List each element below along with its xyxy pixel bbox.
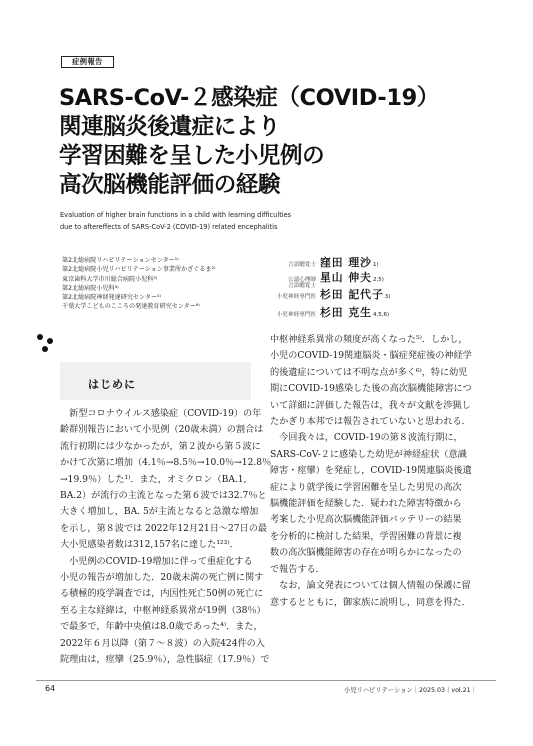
body-line: 的後遺症については不明な点が多く⁶⁾，特に幼児 — [270, 367, 468, 378]
author-role — [260, 312, 320, 318]
author-entry — [260, 255, 480, 270]
body-line: を示し，第８波では 2022年12月21日～27日の最 — [60, 523, 267, 534]
author-entry — [260, 287, 480, 305]
affiliations — [62, 256, 282, 312]
body-line: 症により就学後に学習困難を呈した男児の高次 — [270, 482, 462, 493]
title-line: 関連脳炎後遺症により — [59, 114, 281, 140]
body-line: を分析的に検討した結果，学習困難の背景に複 — [270, 531, 462, 542]
author-role-line: 小児神経専門医 — [276, 311, 316, 318]
body-line: 数の高次脳機能障害の存在が明らかになったの — [270, 548, 462, 559]
body-line: なお，論文発表については個人情報の保護に留 — [270, 581, 471, 592]
author-affiliation-mark: 1) — [372, 262, 379, 268]
author-list — [260, 255, 480, 319]
article-title — [59, 84, 479, 200]
title-line: 高次脳機能評価の経験 — [59, 172, 281, 198]
title-line: SARS-CoV-２感染症（COVID-19） — [59, 85, 439, 111]
body-line: たかぎり本邦では報告されていないと思われる． — [270, 417, 471, 428]
journal-citation: 小児リハビリテーション｜2025.03｜vol.21｜ — [344, 687, 477, 694]
body-line: 小児例のCOVID-19増加に伴って重症化する — [60, 556, 253, 567]
body-left-column — [60, 406, 272, 669]
author-role — [260, 277, 320, 289]
body-line: 小児の報告が増加した．20歳未満の死亡例に関す — [60, 573, 264, 584]
body-line: 障害・痙攣）を発症し，COVID-19関連脳炎後遺 — [270, 466, 472, 477]
author-role-line: 公認心理師 — [288, 276, 316, 283]
body-line: で最多で，年齢中央値は8.0歳であった⁴⁾．また， — [60, 622, 263, 633]
author-role-line: 言語聴覚士 — [288, 282, 316, 289]
english-title — [60, 210, 480, 233]
body-line: 大きく増加し，BA. 5が主流となると急激な増加 — [60, 507, 259, 518]
author-entry — [260, 305, 480, 320]
body-line: 齢群別報告において小児例（20歳未満）の割合は — [60, 425, 264, 436]
body-line: →19.9％）した¹⁾．また，オミクロン（BA.1, — [60, 474, 247, 485]
footer-rule — [36, 680, 496, 681]
body-line: 小児のCOVID-19関連脳炎・脳症発症後の神経学 — [270, 351, 472, 362]
affiliation-item: 第2北総病院小児科⁴⁾ — [62, 284, 119, 292]
body-line: 中枢神経系異常の頻度が高くなった⁵⁾．しかし， — [270, 335, 468, 345]
title-line: 学習困難を呈した小児例の — [59, 143, 325, 169]
english-title-line: Evaluation of higher brain functions in a child with learning difficulties — [60, 211, 292, 219]
author-name: 星山 伸夫 — [320, 270, 372, 284]
author-name: 杉田 克生 — [320, 305, 372, 319]
author-role — [260, 294, 320, 300]
author-name: 窪田 理沙 — [320, 256, 372, 269]
body-line: 今回我々は，COVID-19の第８波流行期に， — [270, 433, 463, 444]
body-line: る積極的疫学調査では，内因性死亡50例の死亡に — [60, 589, 264, 600]
body-line: 大小児感染者数は312,157名に達した¹²³⁾． — [60, 540, 239, 551]
affiliation-item: 第2北総病院小児リハビリテーション事業所かざぐるま²⁾ — [62, 266, 216, 274]
body-line: BA.2）が流行の主流となった第６波では32.7％と — [60, 491, 267, 502]
author-role-line: 言語聴覚士 — [288, 262, 316, 268]
body-line: 至る主な経緯は，中枢神経系異常が19例（38％） — [60, 605, 266, 616]
author-entry — [260, 270, 480, 287]
article-type-tag: 症例報告 — [61, 56, 114, 68]
body-line: かけて次第に増加（4.1％→8.5％→10.0％→12.8％ — [60, 458, 272, 469]
author-role-line: 小児神経専門医 — [276, 293, 316, 300]
body-line: 考案した小児高次脳機能評価バッテリーの結果 — [270, 515, 462, 526]
english-title-line: due to aftereffects of SARS-CoV-2 (COVID-19) related encephalitis — [60, 222, 278, 231]
body-line: 2022年６月以降（第７～８波）の入院424件の入 — [60, 638, 265, 649]
affiliation-item: 東京歯科大学市川総合病院小児科³⁾ — [62, 275, 158, 283]
author-affiliation-mark: 4,5,6) — [372, 311, 390, 318]
body-line: SARS-CoV-２に感染した幼児が神経症状（意識 — [270, 449, 467, 460]
body-right-column — [270, 332, 482, 611]
page-number: 64 — [45, 684, 56, 693]
author-affiliation-mark: 3) — [384, 293, 391, 300]
body-line: で報告する． — [270, 564, 325, 575]
affiliation-item: 第2北総病院リハビリテーションセンター¹⁾ — [62, 257, 179, 264]
body-line: 院理由は，痙攣（25.9％），急性脳症（17.9％）で — [60, 655, 270, 666]
body-line: いて詳細に評価した報告は，我々が文献を渉猟し — [270, 400, 471, 411]
author-name: 杉田 記代子 — [320, 287, 384, 301]
body-line: 新型コロナウイルス感染症（COVID-19）の年 — [60, 409, 262, 419]
author-role — [260, 262, 320, 268]
section-dots-icon — [37, 334, 61, 356]
affiliation-item: 千葉大学こどものこころの発達教育研究センター⁶⁾ — [62, 303, 200, 311]
author-affiliation-mark: 2,5) — [372, 276, 384, 283]
body-line: 脳機能評価を経験した．疑われた障害特徴から — [270, 499, 462, 510]
section-heading: はじめに — [88, 378, 136, 391]
body-line: 期にCOVID-19感染した後の高次脳機能障害につ — [270, 384, 472, 395]
body-line: 流行初期には少なかったが，第２波から第５波に — [60, 441, 261, 452]
affiliation-item: 第2北総病院神経発達研究センター⁵⁾ — [62, 294, 161, 302]
body-line: 意するとともに，御家族に説明し，同意を得た． — [270, 597, 471, 608]
